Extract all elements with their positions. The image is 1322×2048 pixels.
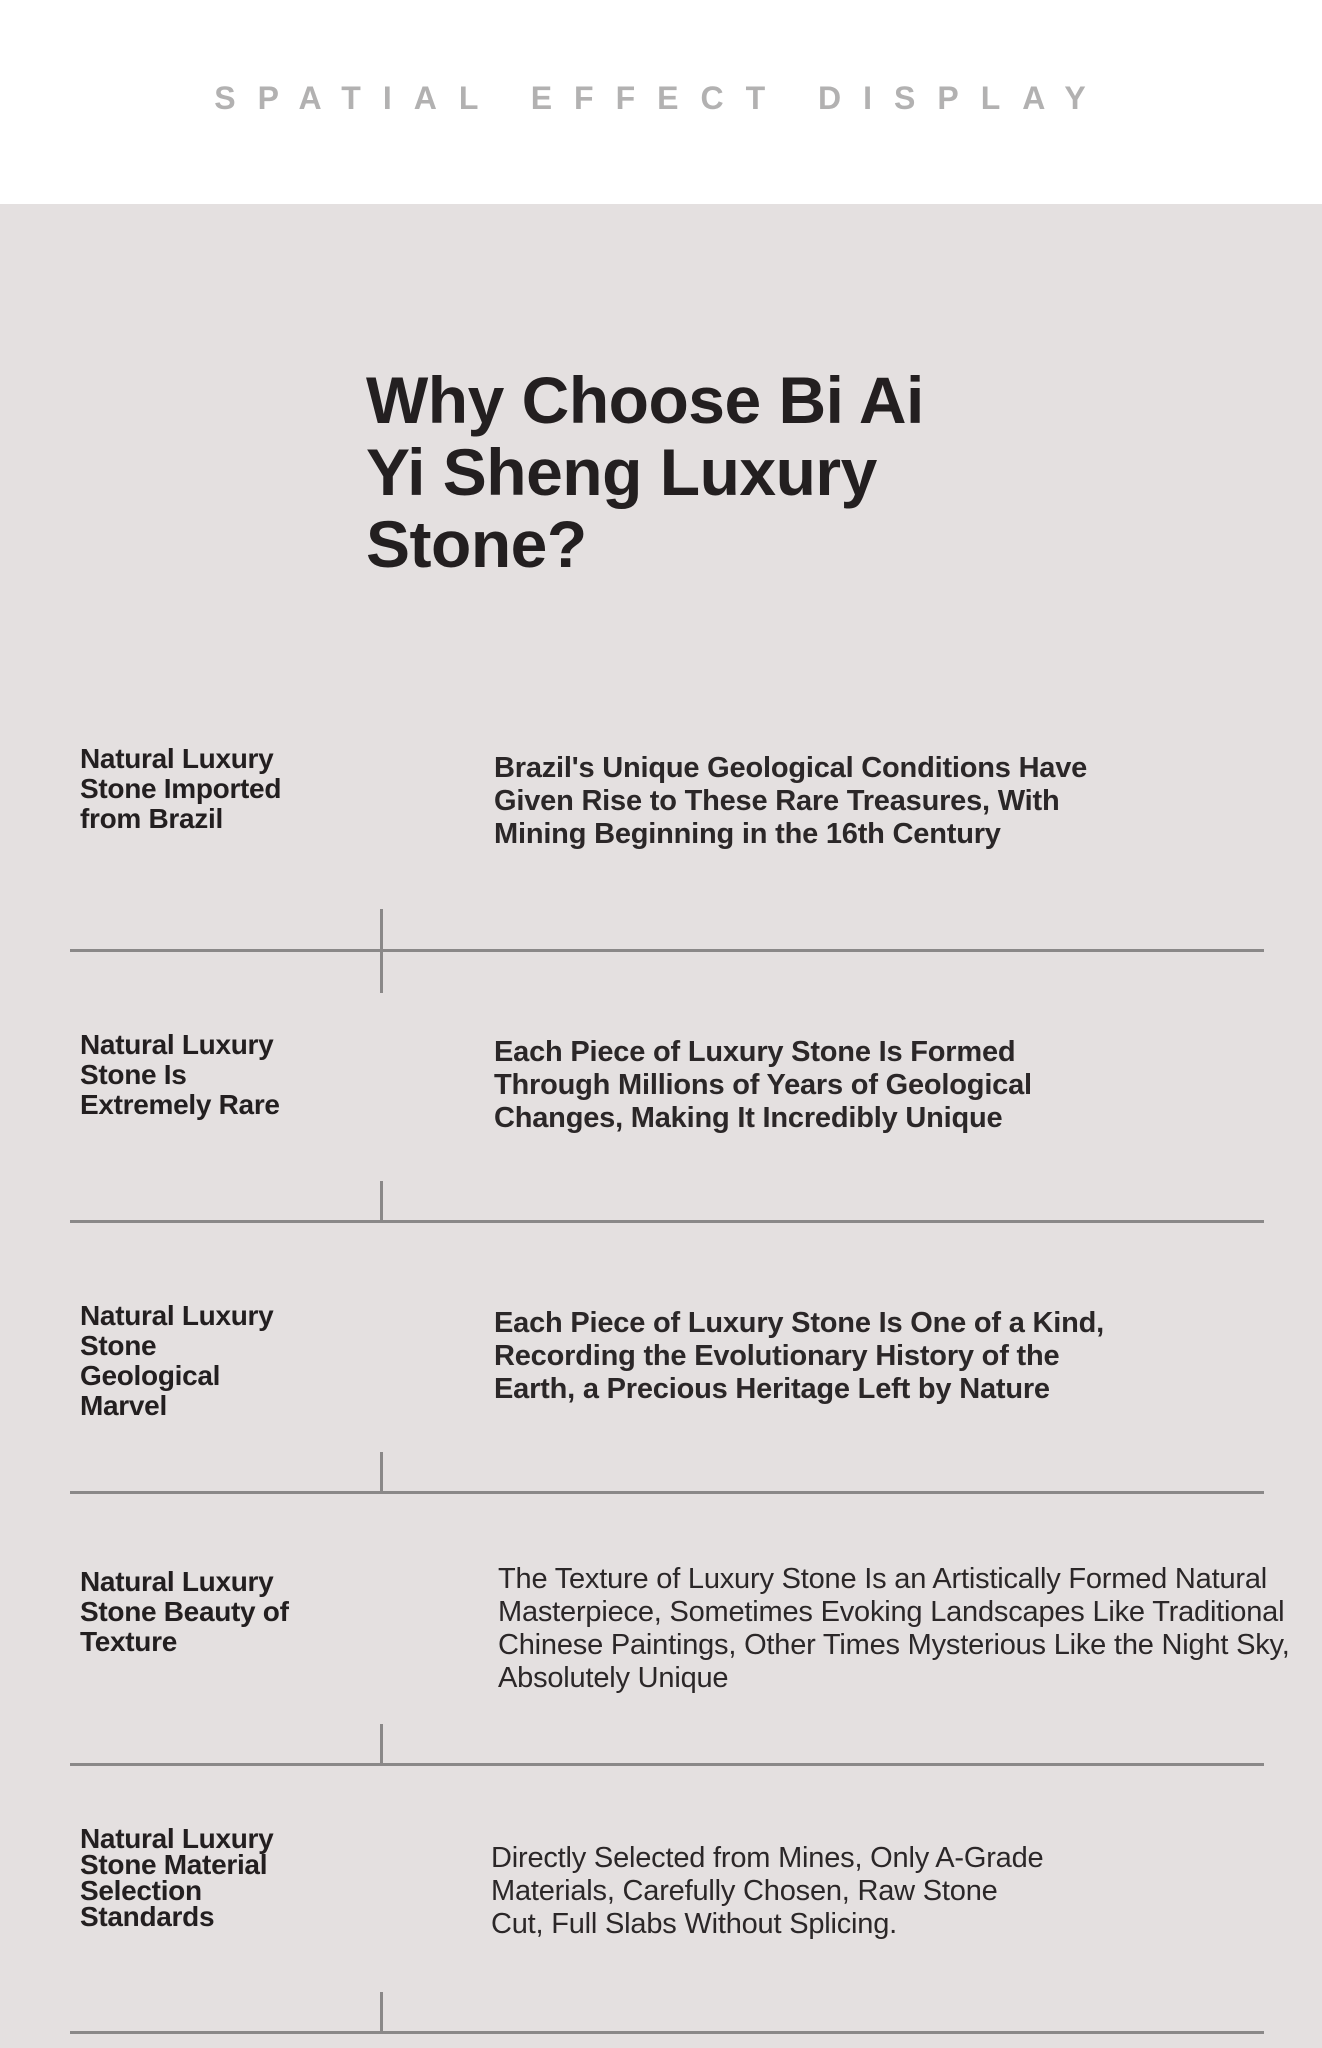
- section-title: SPATIAL EFFECT DISPLAY: [214, 80, 1108, 116]
- feature-label: Natural Luxury Stone Material Selection Standards: [80, 1823, 274, 1932]
- feature-row: [0, 1008, 1322, 1280]
- feature-description: Each Piece of Luxury Stone Is One of a Kind, Recording the Evolutionary History of the Earth, a Precious Heritage Left by Nature: [494, 1307, 1104, 1405]
- divider-line: [70, 2031, 1264, 2034]
- content-panel: [0, 204, 1322, 2048]
- feature-label: Natural Luxury Stone Beauty of Texture: [80, 1566, 289, 1657]
- feature-description: Each Piece of Luxury Stone Is Formed Through Millions of Years of Geological Changes, Making It Incredibly Unique: [494, 1036, 1032, 1134]
- divider-tick: [380, 1181, 383, 1223]
- feature-description: The Texture of Luxury Stone Is an Artistically Formed Natural Masterpiece, Sometimes Evoking Landscapes Like Traditional Chinese Paintings, Other Times Mysterious Like the Night Sky, Absolutely Unique: [498, 1563, 1290, 1694]
- divider-line: [70, 1763, 1264, 1766]
- page-heading: Why Choose Bi Ai Yi Sheng Luxury Stone?: [366, 363, 924, 581]
- feature-label: Natural Luxury Stone Is Extremely Rare: [80, 1029, 280, 1120]
- divider-line: [70, 949, 1264, 952]
- feature-description: Brazil's Unique Geological Conditions Have Given Rise to These Rare Treasures, With Mining Beginning in the 16th Century: [494, 752, 1088, 850]
- feature-row: [0, 1279, 1322, 1551]
- feature-label: Natural Luxury Stone Geological Marvel: [80, 1300, 274, 1421]
- feature-row: [0, 1551, 1322, 1823]
- divider-line: [70, 1491, 1264, 1494]
- divider-tick: [380, 1992, 383, 2034]
- divider-tick: [380, 1724, 383, 1766]
- divider-line: [70, 1220, 1264, 1223]
- feature-row: [0, 724, 1322, 996]
- feature-label: Natural Luxury Stone Imported from Brazil: [80, 743, 282, 834]
- divider-tick: [380, 1452, 383, 1494]
- feature-description: Directly Selected from Mines, Only A-Grade Materials, Carefully Chosen, Raw Stone Cut, Full Slabs Without Splicing.: [491, 1842, 1044, 1940]
- feature-row: [0, 1822, 1322, 2048]
- header: [0, 0, 1322, 204]
